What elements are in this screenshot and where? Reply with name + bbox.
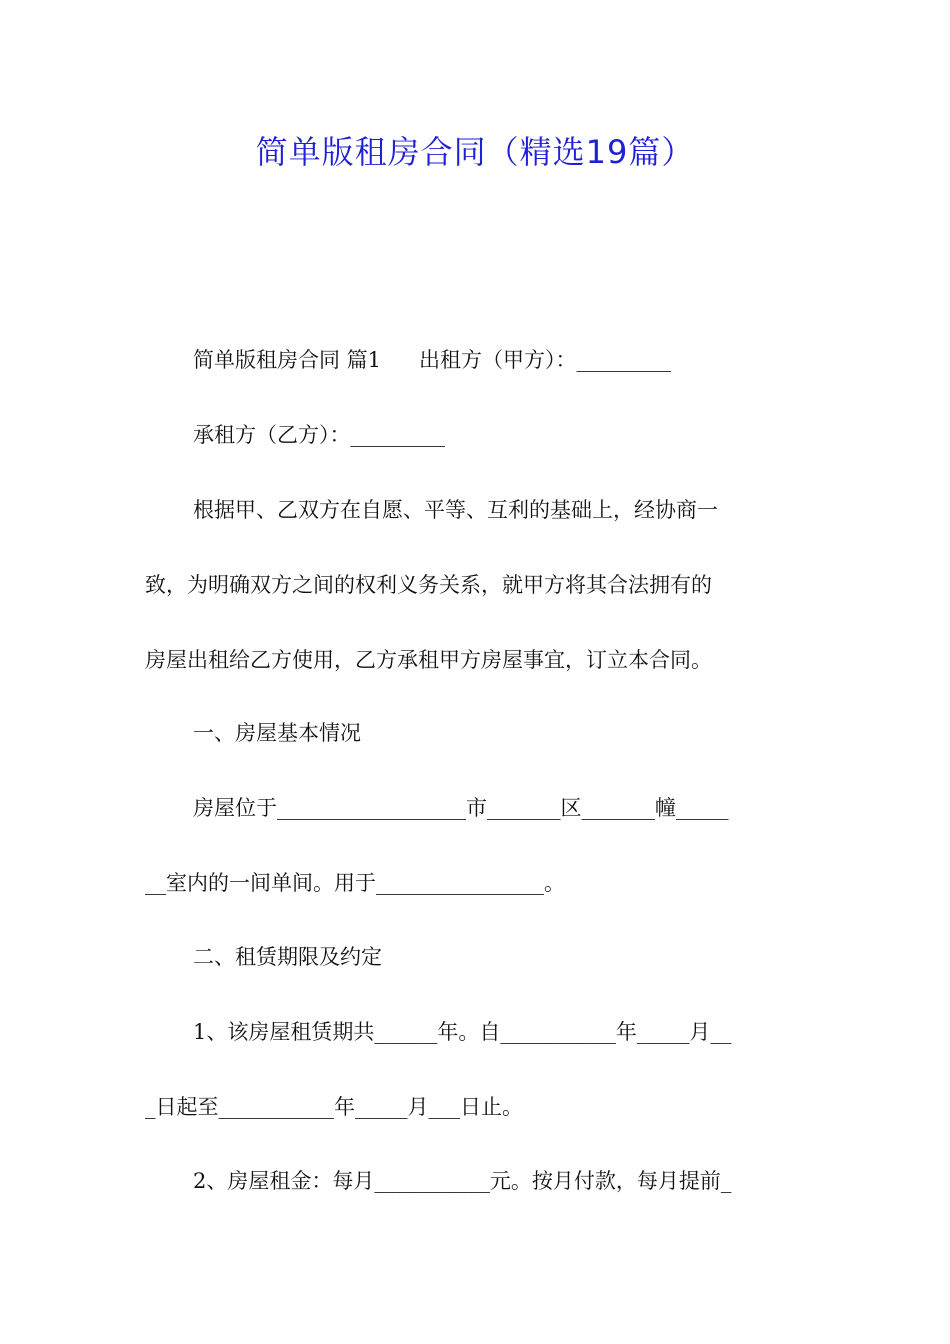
section-heading: 一、房屋基本情况 xyxy=(193,721,361,745)
lessor-field-label: 出租方（甲方）：_________ xyxy=(419,348,672,372)
section-heading: 二、租赁期限及约定 xyxy=(193,945,382,969)
paragraph-line: _日起至___________年_____月___日止。 xyxy=(145,1095,523,1119)
document-title: 简单版租房合同（精选19篇） xyxy=(255,133,695,171)
paragraph-line: 致，为明确双方之间的权利义务关系，就甲方将其合法拥有的 xyxy=(145,573,712,597)
paragraph-line: __室内的一间单间。用于________________。 xyxy=(145,871,565,895)
paragraph-line: 房屋位于__________________市_______区_______幢_____ xyxy=(193,796,729,820)
paragraph-line: 房屋出租给乙方使用，乙方承租甲方房屋事宜，订立本合同。 xyxy=(145,648,712,672)
paragraph-line: 1、该房屋租赁期共______年。自___________年_____月__ xyxy=(193,1020,732,1044)
paragraph-line xyxy=(193,345,671,375)
paragraph-line: 根据甲、乙双方在自愿、平等、互利的基础上，经协商一 xyxy=(193,498,718,522)
paragraph-line: 2、房屋租金：每月___________元。按月付款，每月提前_ xyxy=(193,1169,732,1193)
lessee-field-label: 承租方（乙方）：_________ xyxy=(193,423,445,447)
section-heading: 简单版租房合同 篇1 xyxy=(193,348,382,372)
